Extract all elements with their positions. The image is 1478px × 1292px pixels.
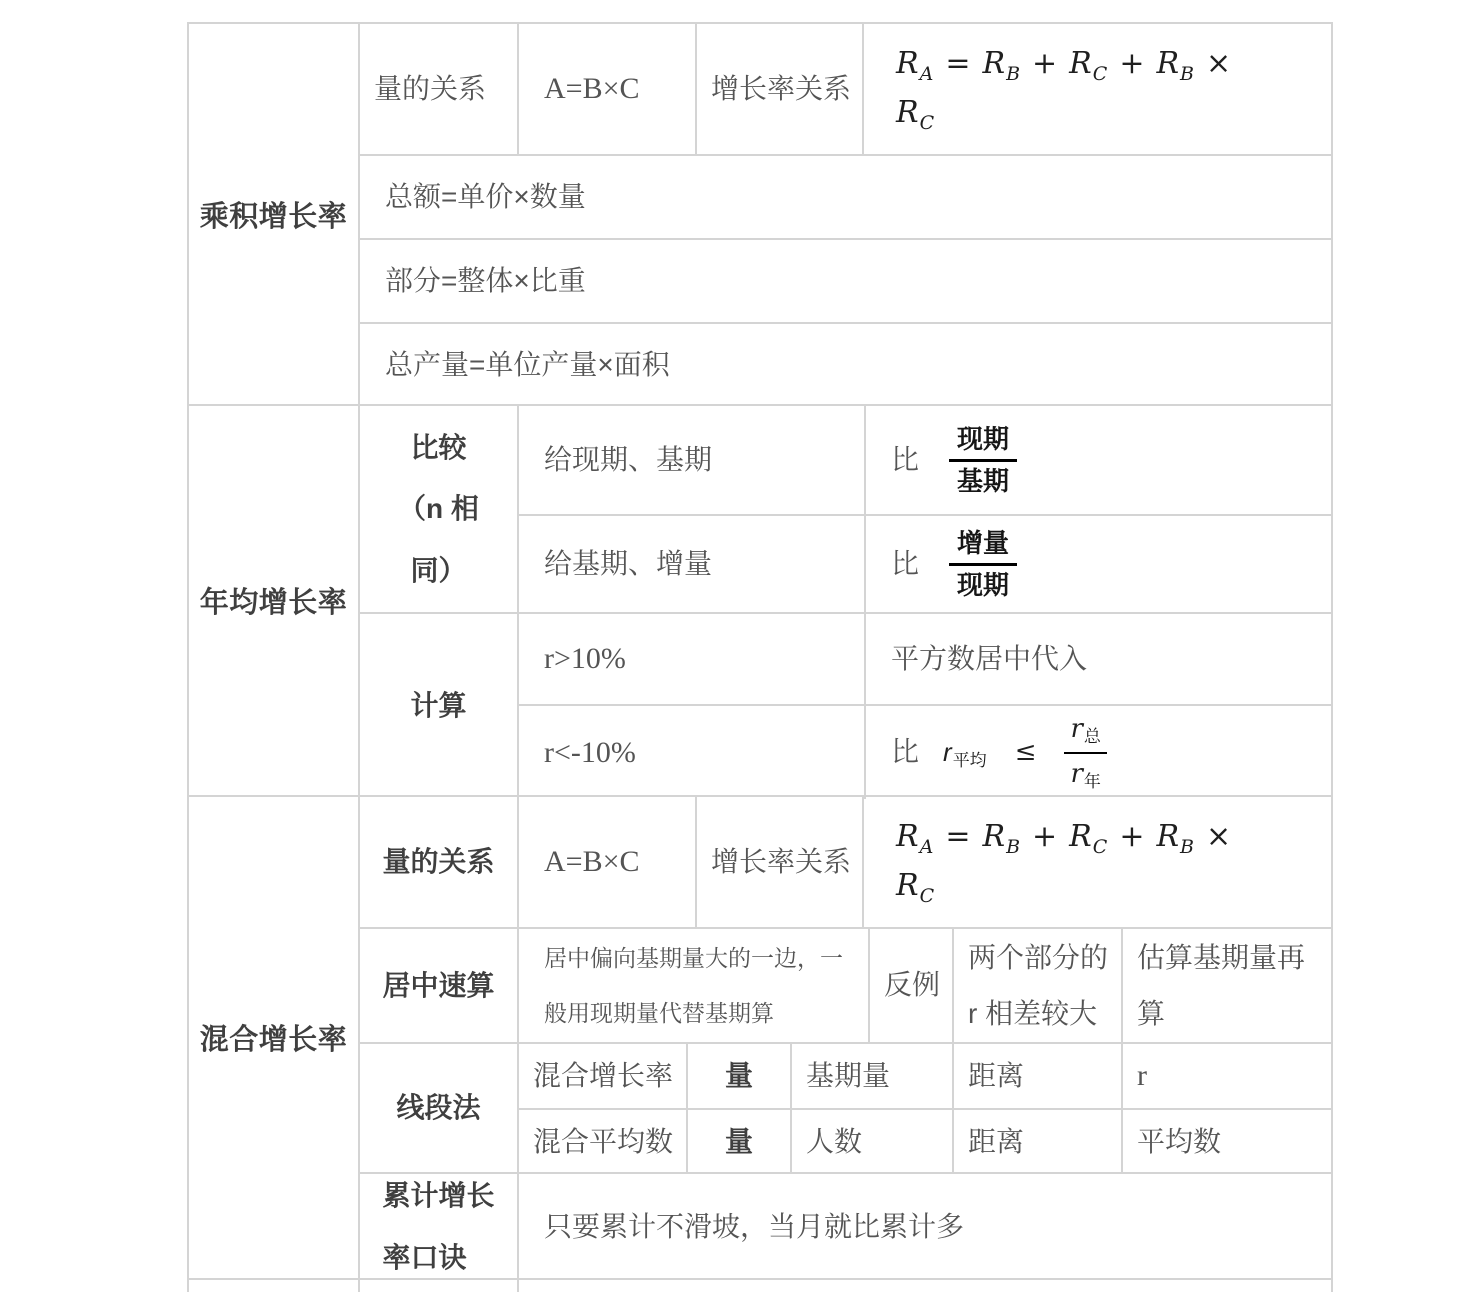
table-row (360, 154, 1331, 238)
table-row (360, 238, 1331, 322)
section-label: 混合增长率 (199, 1024, 348, 1056)
table-row (360, 322, 1331, 406)
cell-counterexample-label: 反例 (870, 929, 954, 1042)
r-average-variable: $r_{平均}$ (943, 736, 987, 770)
section-label-cell (189, 24, 360, 404)
cell-middle-shortcut-rule: 居中偏向基期量大的一边，一 般用现期量代替基期算 (519, 929, 870, 1042)
cell-segment-method-label: 线段法 (360, 1044, 519, 1172)
cell-example-part-whole: 部分=整体×比重 (385, 264, 586, 296)
section-product-growth-rate (189, 24, 1331, 406)
table-row (360, 1280, 1331, 1292)
partial-next-row (189, 1280, 1331, 1292)
fraction-current-over-base: $\frac{\text{现期}}{\text{基期}}$ (949, 423, 1017, 497)
cell-quantity-header: 量 (688, 1110, 792, 1174)
cell-base-quantity: 基期量 (792, 1044, 954, 1108)
cell-quantity-header: 量 (688, 1044, 792, 1108)
table-row (519, 406, 1331, 514)
section-content (360, 406, 1331, 795)
cell-growth-rate-relation: 增长率关系 (697, 24, 864, 154)
cell-quantity-formula: A=B×C (519, 797, 697, 927)
cell-calc-label (360, 614, 519, 797)
table-row (519, 614, 1331, 704)
partial-cell (519, 1280, 1331, 1292)
cell-cumulative-growth-mnemonic-label: 累计增长 率口诀 (360, 1174, 519, 1280)
table-row (360, 797, 1331, 927)
cell-quantity-relation: 量的关系 (360, 797, 519, 927)
cell-distance: 距离 (954, 1110, 1123, 1174)
cell-growth-rate-relation: 增长率关系 (697, 797, 864, 927)
partial-cell (360, 1280, 519, 1292)
cell-mixed-average: 混合平均数 (519, 1110, 688, 1174)
calc-label: 计算 (410, 689, 467, 721)
section-label: 乘积增长率 (199, 200, 348, 233)
cell-growth-rate-formula: $R_A = R_B + R_C + R_B$ × $R_C$ (896, 45, 1232, 134)
section-label-cell (189, 406, 360, 795)
cell-ratio-current-over-base (866, 406, 1331, 514)
cell-growth-rate-formula: $R_A = R_B + R_C + R_B$ × $R_C$ (896, 818, 1232, 907)
cell-r-value: r (1137, 1059, 1147, 1093)
cell-cumulative-growth-mnemonic: 只要累计不滑坡，当月就比累计多 (544, 1210, 965, 1242)
table-row (360, 927, 1331, 1042)
cell-example-total-output: 总产量=单位产量×面积 (385, 348, 670, 380)
cell-mixed-growth-rate: 混合增长率 (519, 1044, 688, 1108)
cell-square-substitute: 平方数居中代入 (891, 642, 1088, 674)
compare-prefix: 比 (891, 443, 920, 475)
cell-quantity-formula: A=B×C (519, 24, 697, 154)
fraction-increment-over-current: $\frac{\text{增量}}{\text{现期}}$ (949, 527, 1017, 601)
cell-counterexample-condition: 两个部分的 r 相差较大 (954, 929, 1123, 1042)
calc-group (360, 612, 1331, 797)
growth-rate-table (187, 22, 1333, 1292)
cell-quantity-relation: 量的关系 (360, 24, 519, 154)
cell-compare-label (360, 406, 519, 612)
partial-label-cell (189, 1280, 360, 1292)
compare-prefix: 比 (891, 547, 920, 579)
table-row (519, 1044, 1331, 1108)
table-row (360, 24, 1331, 154)
cell-r-above-10: r>10% (519, 614, 866, 704)
cell-people-count: 人数 (792, 1110, 954, 1174)
cell-given-base-increment: 给基期、增量 (519, 516, 866, 612)
cell-counterexample-action: 估算基期量再 算 (1137, 941, 1306, 1029)
cell-example-total-price: 总额=单价×数量 (385, 180, 586, 212)
compare-group (360, 406, 1331, 612)
section-content (360, 24, 1331, 404)
section-annual-average-growth-rate (189, 406, 1331, 797)
cell-given-current-base: 给现期、基期 (519, 406, 866, 514)
cell-ratio-increment-over-current (866, 516, 1331, 612)
compare-label: 比较 （n 相 同） (398, 431, 479, 586)
less-equal-operator: ≤ (1014, 736, 1037, 767)
section-mixed-growth-rate (189, 797, 1331, 1280)
cell-distance: 距离 (954, 1044, 1123, 1108)
cell-average-value: 平均数 (1137, 1125, 1222, 1157)
table-row (519, 514, 1331, 612)
section-label: 年均增长率 (199, 587, 348, 619)
section-content (360, 797, 1331, 1278)
segment-method-group (360, 1042, 1331, 1172)
table-row (519, 1108, 1331, 1174)
table-row (360, 1172, 1331, 1280)
table-row (519, 704, 1331, 799)
section-label-cell (189, 797, 360, 1278)
cell-r-below-minus-10: r<-10% (519, 706, 866, 799)
cell-middle-shortcut-label: 居中速算 (360, 929, 519, 1042)
cell-r-average-inequality (866, 706, 1331, 799)
fraction-r-total-over-r-year: $\frac{r_总}{r_年}$ (1064, 713, 1106, 792)
compare-prefix: 比 (891, 736, 920, 768)
